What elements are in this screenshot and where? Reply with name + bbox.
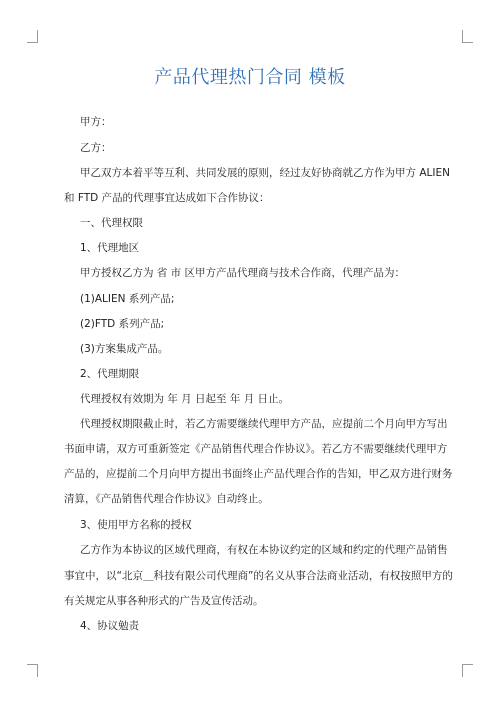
subsection-heading: 2、代理期限 [80, 368, 140, 380]
paragraph-line: 甲方授权乙方为 省 市 区甲方产品代理商与技术合作商，代理产品为： [80, 267, 406, 279]
document-title: 产品代理热门合同 模板 [154, 67, 346, 88]
list-item: (1)ALIEN 系列产品; [80, 293, 175, 305]
crop-mark-top-right [462, 30, 473, 43]
subsection-heading: 3、使用甲方名称的授权 [80, 519, 192, 531]
list-item: (2)FTD 系列产品; [80, 318, 165, 330]
paragraph-line: 甲乙双方本着平等互利、共同发展的原则，经过友好协商就乙方作为甲方 ALIEN [80, 167, 450, 179]
paragraph-line: 产品的，应提前二个月向甲方提出书面终止产品代理合作的告知，甲乙双方进行财务 [64, 468, 453, 480]
paragraph-line: 代理授权期限截止时，若乙方需要继续代理甲方产品，应提前二个月向甲方写出 [80, 418, 448, 430]
crop-mark-top-left [27, 30, 38, 43]
party-b-line: 乙方： [80, 142, 112, 154]
paragraph-line: 代理授权有效期为 年 月 日起至 年 月 日止。 [80, 393, 290, 405]
paragraph-line: 乙方作为本协议的区域代理商，有权在本协议约定的区域和约定的代理产品销售 [80, 544, 448, 556]
paragraph-line: 事宜中，以“北京＿科技有限公司代理商”的名义从事合法商业活动，有权按照甲方的 [64, 570, 453, 582]
party-a-line: 甲方： [80, 116, 112, 128]
list-item: (3)方案集成产品。 [80, 343, 169, 355]
crop-mark-bottom-left [27, 664, 38, 677]
paragraph-line: 清算，《产品销售代理合作协议》自动终止。 [64, 493, 269, 505]
subsection-heading: 1、代理地区 [80, 242, 140, 254]
paragraph-line: 有关规定从事各种形式的广告及宣传活动。 [64, 595, 264, 607]
crop-mark-bottom-right [462, 664, 473, 677]
paragraph-line: 书面申请，双方可重新签定《产品销售代理合作协议》。若乙方不需要继续代理甲方 [64, 443, 448, 455]
subsection-heading: 4、协议勉责 [80, 620, 140, 632]
section-heading: 一、代理权限 [80, 217, 143, 229]
paragraph-line: 和 FTD 产品的代理事宜达成如下合作协议： [64, 192, 270, 204]
